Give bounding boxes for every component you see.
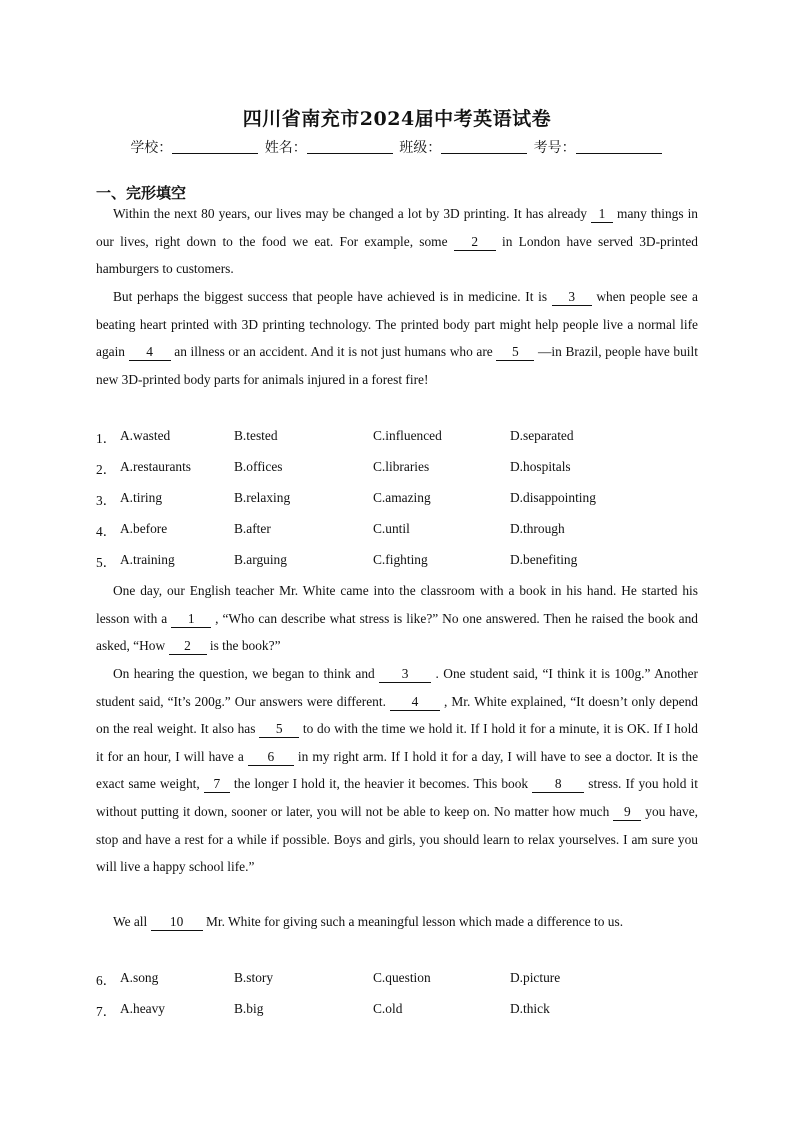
option-d[interactable]: D.through bbox=[510, 521, 565, 536]
blank-p2-4: 4 bbox=[390, 694, 440, 711]
option-c[interactable]: C.until bbox=[373, 521, 410, 536]
option-row bbox=[96, 970, 698, 1001]
question-number: 3． bbox=[96, 493, 117, 508]
option-c[interactable]: C.fighting bbox=[373, 552, 428, 567]
text-run: , “Who can describe what stress is like?” No one answered. Then he raised the book and asked, “How bbox=[96, 610, 698, 654]
school-blank[interactable] bbox=[172, 139, 258, 154]
blank-p2-8: 8 bbox=[532, 776, 584, 793]
text-run: an illness or an accident. And it is not just humans who are bbox=[170, 344, 497, 360]
question-number: 6． bbox=[96, 973, 117, 988]
option-b[interactable]: B.big bbox=[234, 1001, 264, 1016]
passage2-paragraph2 bbox=[96, 660, 698, 881]
option-d[interactable]: D.separated bbox=[510, 428, 574, 443]
option-row bbox=[96, 428, 698, 459]
options-group-1 bbox=[96, 428, 698, 583]
text-run: We all bbox=[113, 914, 151, 929]
passage1-paragraph1 bbox=[96, 200, 698, 283]
text-run: many things in our lives, right down to the food we eat. For example, some bbox=[96, 206, 698, 249]
option-a[interactable]: A.heavy bbox=[120, 1001, 165, 1016]
text-run: stress. If you hold it without putting it down, sooner or later, you will not be able to keep on. No matter how much bbox=[96, 776, 698, 819]
section-heading: 一、完形填空 bbox=[96, 184, 187, 202]
text-run: On hearing the question, we began to think and bbox=[113, 666, 380, 681]
text-run: . One student said, “I think it is 100g.” Another student said, “It’s 200g.” Our answers were different. bbox=[96, 666, 698, 709]
option-row bbox=[96, 459, 698, 490]
text-run: when people see a beating heart printed with 3D printing technology. The printed body part might help people live a normal life again bbox=[96, 289, 698, 360]
class-blank[interactable] bbox=[441, 139, 527, 154]
option-b[interactable]: B.tested bbox=[234, 428, 278, 443]
class-label: 班级： bbox=[399, 140, 442, 156]
option-a[interactable]: A.song bbox=[120, 970, 159, 985]
blank-1: 1 bbox=[591, 206, 613, 223]
option-row bbox=[96, 490, 698, 521]
blank-5: 5 bbox=[496, 344, 534, 361]
text-run: —in Brazil, people have built new 3D-printed body parts for animals injured in a forest fire! bbox=[96, 344, 698, 387]
blank-p2-10: 10 bbox=[151, 914, 203, 931]
option-d[interactable]: D.hospitals bbox=[510, 459, 571, 474]
text-run: , Mr. White explained, “It doesn’t only depend on the real weight. It also has bbox=[96, 693, 698, 737]
text-run: is the book?” bbox=[206, 638, 281, 654]
options-group-2 bbox=[96, 970, 698, 1032]
text-run: But perhaps the biggest success that people have achieved is in medicine. It is bbox=[113, 289, 552, 304]
blank-p2-3: 3 bbox=[379, 666, 431, 683]
blank-p2-9: 9 bbox=[613, 804, 641, 821]
text-run: you have, stop and have a rest for a while if possible. Boys and girls, you should learn to relax yourselves. I am sure you will live a happy school life.” bbox=[96, 803, 698, 875]
option-c[interactable]: C.influenced bbox=[373, 428, 442, 443]
option-row bbox=[96, 521, 698, 552]
option-a[interactable]: A.wasted bbox=[120, 428, 171, 443]
option-a[interactable]: A.training bbox=[120, 552, 175, 567]
option-a[interactable]: A.tiring bbox=[120, 490, 163, 505]
option-c[interactable]: C.question bbox=[373, 970, 431, 985]
passage1-paragraph2 bbox=[96, 283, 698, 393]
question-number: 1． bbox=[96, 431, 117, 446]
text-run: the longer I hold it, the heavier it becomes. This book bbox=[229, 776, 533, 792]
option-d[interactable]: D.picture bbox=[510, 970, 561, 985]
blank-4: 4 bbox=[129, 344, 171, 361]
passage2-paragraph1 bbox=[96, 577, 698, 660]
blank-p2-5: 5 bbox=[259, 721, 299, 738]
question-number: 2． bbox=[96, 462, 117, 477]
name-blank[interactable] bbox=[307, 139, 393, 154]
text-run: Within the next 80 years, our lives may be changed a lot by 3D printing. It has already bbox=[113, 206, 592, 221]
text-run: in my right arm. If I hold it for a day, I will have to see a doctor. It is the exact same weight, bbox=[96, 748, 699, 792]
blank-p2-2: 2 bbox=[169, 638, 207, 655]
option-b[interactable]: B.story bbox=[234, 970, 274, 985]
option-row bbox=[96, 1001, 698, 1032]
text-run: One day, our English teacher Mr. White came into the classroom with a book in his hand. He started his lesson with a bbox=[96, 583, 698, 626]
student-info-line bbox=[96, 137, 698, 157]
school-label: 学校： bbox=[130, 140, 173, 156]
blank-p2-1: 1 bbox=[171, 611, 211, 628]
page-title: 四川省南充市2024届中考英语试卷 bbox=[242, 108, 552, 130]
question-number: 5． bbox=[96, 555, 117, 570]
blank-p2-7: 7 bbox=[204, 776, 230, 793]
option-c[interactable]: C.old bbox=[373, 1001, 403, 1016]
option-b[interactable]: B.after bbox=[234, 521, 271, 536]
option-b[interactable]: B.arguing bbox=[234, 552, 287, 567]
option-d[interactable]: D.benefiting bbox=[510, 552, 578, 567]
text-run: in London have served 3D-printed hamburgers to customers. bbox=[96, 233, 698, 277]
option-a[interactable]: A.restaurants bbox=[120, 459, 192, 474]
option-d[interactable]: D.disappointing bbox=[510, 490, 596, 505]
question-number: 4． bbox=[96, 524, 117, 539]
exam-number-blank[interactable] bbox=[576, 139, 662, 154]
option-b[interactable]: B.offices bbox=[234, 459, 283, 474]
option-c[interactable]: C.amazing bbox=[373, 490, 431, 505]
exam-number-label: 考号： bbox=[533, 140, 576, 156]
option-a[interactable]: A.before bbox=[120, 521, 168, 536]
text-run: to do with the time we hold it. If I hold it for a minute, it is OK. If I hold it for an hour, I will have a bbox=[96, 721, 698, 764]
blank-2: 2 bbox=[454, 234, 496, 251]
blank-p2-6: 6 bbox=[248, 749, 294, 766]
passage2-paragraph3 bbox=[96, 908, 698, 936]
text-run: Mr. White for giving such a meaningful lesson which made a difference to us. bbox=[202, 914, 624, 929]
option-c[interactable]: C.libraries bbox=[373, 459, 430, 474]
option-d[interactable]: D.thick bbox=[510, 1001, 550, 1016]
blank-3: 3 bbox=[552, 289, 592, 306]
option-b[interactable]: B.relaxing bbox=[234, 490, 291, 505]
question-number: 7． bbox=[96, 1004, 117, 1019]
name-label: 姓名： bbox=[264, 140, 307, 156]
